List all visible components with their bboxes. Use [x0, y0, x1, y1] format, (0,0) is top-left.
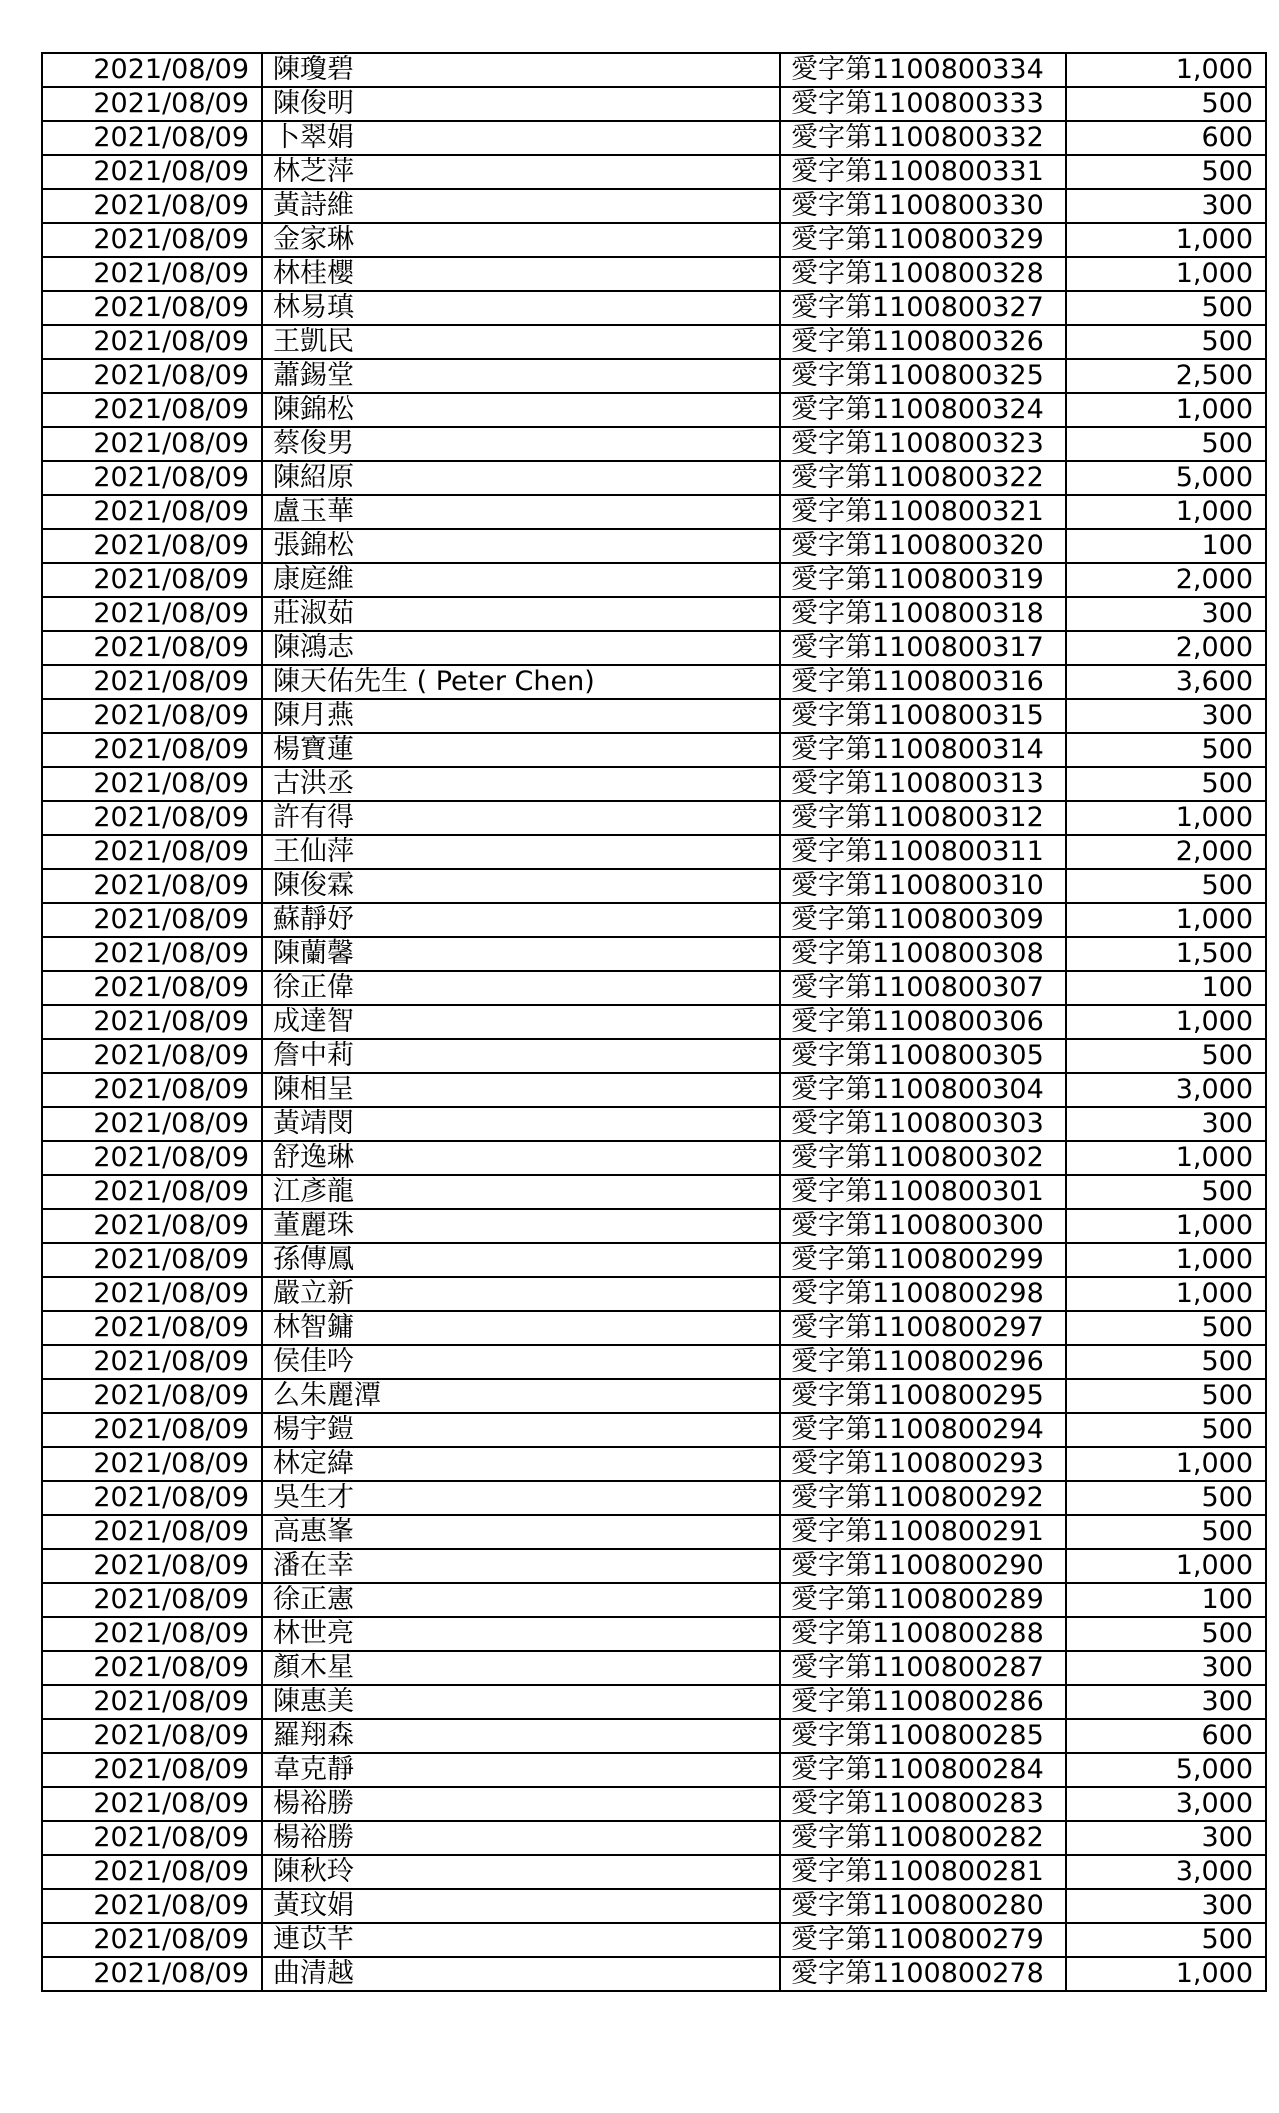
date-cell: 2021/08/09: [42, 767, 262, 801]
amount-cell: 1,000: [1066, 1209, 1266, 1243]
date-cell: 2021/08/09: [42, 631, 262, 665]
table-row: [42, 563, 1266, 597]
date-cell: 2021/08/09: [42, 563, 262, 597]
date-cell: 2021/08/09: [42, 1889, 262, 1923]
date-cell: 2021/08/09: [42, 53, 262, 87]
table-row: [42, 1447, 1266, 1481]
date-cell: 2021/08/09: [42, 1549, 262, 1583]
amount-cell: 500: [1066, 733, 1266, 767]
date-cell: 2021/08/09: [42, 155, 262, 189]
date-cell: 2021/08/09: [42, 1345, 262, 1379]
date-cell: 2021/08/09: [42, 1379, 262, 1413]
date-cell: 2021/08/09: [42, 87, 262, 121]
amount-cell: 300: [1066, 597, 1266, 631]
donor-name-cell: 成達智: [262, 1005, 780, 1039]
table-row: [42, 257, 1266, 291]
table-row: [42, 1175, 1266, 1209]
receipt-number-cell: 愛字第1100800318: [780, 597, 1066, 631]
donor-name-cell: 吳生才: [262, 1481, 780, 1515]
donor-name-cell: 陳紹原: [262, 461, 780, 495]
amount-cell: 1,000: [1066, 1141, 1266, 1175]
receipt-number-cell: 愛字第1100800317: [780, 631, 1066, 665]
table-row: [42, 359, 1266, 393]
donor-name-cell: 高惠峯: [262, 1515, 780, 1549]
table-row: [42, 461, 1266, 495]
amount-cell: 500: [1066, 1345, 1266, 1379]
date-cell: 2021/08/09: [42, 1277, 262, 1311]
donor-name-cell: 盧玉華: [262, 495, 780, 529]
date-cell: 2021/08/09: [42, 291, 262, 325]
table-row: [42, 1039, 1266, 1073]
amount-cell: 500: [1066, 1175, 1266, 1209]
table-row: [42, 189, 1266, 223]
donor-name-cell: 楊寶蓮: [262, 733, 780, 767]
date-cell: 2021/08/09: [42, 1005, 262, 1039]
table-row: [42, 699, 1266, 733]
donor-name-cell: 楊宇鎧: [262, 1413, 780, 1447]
donor-name-cell: 陳惠美: [262, 1685, 780, 1719]
amount-cell: 2,000: [1066, 631, 1266, 665]
amount-cell: 500: [1066, 1923, 1266, 1957]
receipt-number-cell: 愛字第1100800330: [780, 189, 1066, 223]
donor-name-cell: 韋克靜: [262, 1753, 780, 1787]
table-row: [42, 1685, 1266, 1719]
amount-cell: 1,000: [1066, 257, 1266, 291]
receipt-number-cell: 愛字第1100800304: [780, 1073, 1066, 1107]
donor-name-cell: 黃詩維: [262, 189, 780, 223]
date-cell: 2021/08/09: [42, 461, 262, 495]
table-row: [42, 291, 1266, 325]
donor-name-cell: 徐正憲: [262, 1583, 780, 1617]
donor-name-cell: 陳俊明: [262, 87, 780, 121]
receipt-number-cell: 愛字第1100800333: [780, 87, 1066, 121]
receipt-number-cell: 愛字第1100800281: [780, 1855, 1066, 1889]
date-cell: 2021/08/09: [42, 1107, 262, 1141]
table-row: [42, 1073, 1266, 1107]
donor-name-cell: 顏木星: [262, 1651, 780, 1685]
amount-cell: 1,500: [1066, 937, 1266, 971]
date-cell: 2021/08/09: [42, 1413, 262, 1447]
donor-name-cell: 董麗珠: [262, 1209, 780, 1243]
date-cell: 2021/08/09: [42, 733, 262, 767]
donor-name-cell: 黃玟娟: [262, 1889, 780, 1923]
amount-cell: 500: [1066, 427, 1266, 461]
donor-name-cell: 許有得: [262, 801, 780, 835]
date-cell: 2021/08/09: [42, 903, 262, 937]
donor-name-cell: 舒逸琳: [262, 1141, 780, 1175]
receipt-number-cell: 愛字第1100800286: [780, 1685, 1066, 1719]
donor-name-cell: 陳相呈: [262, 1073, 780, 1107]
donor-name-cell: 陳蘭馨: [262, 937, 780, 971]
amount-cell: 500: [1066, 767, 1266, 801]
receipt-number-cell: 愛字第1100800308: [780, 937, 1066, 971]
date-cell: 2021/08/09: [42, 971, 262, 1005]
donor-name-cell: 古洪丞: [262, 767, 780, 801]
amount-cell: 500: [1066, 869, 1266, 903]
receipt-number-cell: 愛字第1100800325: [780, 359, 1066, 393]
table-row: [42, 631, 1266, 665]
donor-name-cell: 陳瓊碧: [262, 53, 780, 87]
table-row: [42, 937, 1266, 971]
table-row: [42, 1583, 1266, 1617]
receipt-number-cell: 愛字第1100800282: [780, 1821, 1066, 1855]
date-cell: 2021/08/09: [42, 1243, 262, 1277]
receipt-number-cell: 愛字第1100800326: [780, 325, 1066, 359]
receipt-number-cell: 愛字第1100800322: [780, 461, 1066, 495]
table-row: [42, 495, 1266, 529]
receipt-number-cell: 愛字第1100800278: [780, 1957, 1066, 1991]
amount-cell: 500: [1066, 1481, 1266, 1515]
date-cell: 2021/08/09: [42, 121, 262, 155]
amount-cell: 1,000: [1066, 393, 1266, 427]
donor-name-cell: 么朱麗潭: [262, 1379, 780, 1413]
date-cell: 2021/08/09: [42, 1447, 262, 1481]
amount-cell: 100: [1066, 971, 1266, 1005]
amount-cell: 5,000: [1066, 461, 1266, 495]
amount-cell: 2,000: [1066, 563, 1266, 597]
table-row: [42, 223, 1266, 257]
date-cell: 2021/08/09: [42, 1923, 262, 1957]
receipt-number-cell: 愛字第1100800315: [780, 699, 1066, 733]
donor-name-cell: 嚴立新: [262, 1277, 780, 1311]
table-row: [42, 1719, 1266, 1753]
date-cell: 2021/08/09: [42, 869, 262, 903]
date-cell: 2021/08/09: [42, 1039, 262, 1073]
date-cell: 2021/08/09: [42, 1719, 262, 1753]
table-row: [42, 1209, 1266, 1243]
date-cell: 2021/08/09: [42, 257, 262, 291]
date-cell: 2021/08/09: [42, 1073, 262, 1107]
amount-cell: 1,000: [1066, 1447, 1266, 1481]
receipt-number-cell: 愛字第1100800298: [780, 1277, 1066, 1311]
table-row: [42, 1957, 1266, 1991]
table-row: [42, 1651, 1266, 1685]
date-cell: 2021/08/09: [42, 1141, 262, 1175]
table-row: [42, 1855, 1266, 1889]
receipt-number-cell: 愛字第1100800280: [780, 1889, 1066, 1923]
table-row: [42, 1243, 1266, 1277]
date-cell: 2021/08/09: [42, 1787, 262, 1821]
receipt-number-cell: 愛字第1100800295: [780, 1379, 1066, 1413]
amount-cell: 300: [1066, 1107, 1266, 1141]
amount-cell: 100: [1066, 1583, 1266, 1617]
table-row: [42, 1107, 1266, 1141]
table-row: [42, 869, 1266, 903]
amount-cell: 1,000: [1066, 495, 1266, 529]
receipt-number-cell: 愛字第1100800306: [780, 1005, 1066, 1039]
donor-name-cell: 孫傳鳳: [262, 1243, 780, 1277]
amount-cell: 1,000: [1066, 1277, 1266, 1311]
table-row: [42, 1345, 1266, 1379]
amount-cell: 600: [1066, 121, 1266, 155]
receipt-number-cell: 愛字第1100800299: [780, 1243, 1066, 1277]
table-row: [42, 801, 1266, 835]
receipt-number-cell: 愛字第1100800309: [780, 903, 1066, 937]
date-cell: 2021/08/09: [42, 665, 262, 699]
date-cell: 2021/08/09: [42, 1685, 262, 1719]
date-cell: 2021/08/09: [42, 1753, 262, 1787]
table-row: [42, 155, 1266, 189]
amount-cell: 500: [1066, 1379, 1266, 1413]
donor-name-cell: 林定緯: [262, 1447, 780, 1481]
donor-name-cell: 楊裕勝: [262, 1821, 780, 1855]
donor-name-cell: 莊淑茹: [262, 597, 780, 631]
donor-name-cell: 陳俊霖: [262, 869, 780, 903]
table-row: [42, 1481, 1266, 1515]
receipt-number-cell: 愛字第1100800302: [780, 1141, 1066, 1175]
receipt-number-cell: 愛字第1100800305: [780, 1039, 1066, 1073]
amount-cell: 300: [1066, 1821, 1266, 1855]
donor-name-cell: 羅翔森: [262, 1719, 780, 1753]
receipt-number-cell: 愛字第1100800287: [780, 1651, 1066, 1685]
table-row: [42, 1889, 1266, 1923]
date-cell: 2021/08/09: [42, 1957, 262, 1991]
donor-name-cell: 陳錦松: [262, 393, 780, 427]
donor-name-cell: 曲清越: [262, 1957, 780, 1991]
receipt-number-cell: 愛字第1100800323: [780, 427, 1066, 461]
receipt-number-cell: 愛字第1100800332: [780, 121, 1066, 155]
receipt-number-cell: 愛字第1100800307: [780, 971, 1066, 1005]
donor-name-cell: 侯佳吟: [262, 1345, 780, 1379]
donor-name-cell: 卜翠娟: [262, 121, 780, 155]
receipt-number-cell: 愛字第1100800285: [780, 1719, 1066, 1753]
date-cell: 2021/08/09: [42, 1821, 262, 1855]
donor-name-cell: 王仙萍: [262, 835, 780, 869]
donor-name-cell: 陳月燕: [262, 699, 780, 733]
donor-name-cell: 蕭錫堂: [262, 359, 780, 393]
date-cell: 2021/08/09: [42, 835, 262, 869]
donor-name-cell: 林桂櫻: [262, 257, 780, 291]
amount-cell: 500: [1066, 291, 1266, 325]
amount-cell: 2,500: [1066, 359, 1266, 393]
amount-cell: 1,000: [1066, 53, 1266, 87]
donor-name-cell: 詹中莉: [262, 1039, 780, 1073]
amount-cell: 3,000: [1066, 1855, 1266, 1889]
receipt-number-cell: 愛字第1100800313: [780, 767, 1066, 801]
date-cell: 2021/08/09: [42, 597, 262, 631]
donor-name-cell: 江彥龍: [262, 1175, 780, 1209]
receipt-number-cell: 愛字第1100800301: [780, 1175, 1066, 1209]
donor-name-cell: 潘在幸: [262, 1549, 780, 1583]
donation-ledger-table: [41, 52, 1267, 1992]
donor-name-cell: 王凱民: [262, 325, 780, 359]
donor-name-cell: 徐正偉: [262, 971, 780, 1005]
date-cell: 2021/08/09: [42, 1515, 262, 1549]
table-row: [42, 121, 1266, 155]
donor-name-cell: 陳鴻志: [262, 631, 780, 665]
amount-cell: 500: [1066, 1311, 1266, 1345]
donor-name-cell: 張錦松: [262, 529, 780, 563]
receipt-number-cell: 愛字第1100800310: [780, 869, 1066, 903]
amount-cell: 1,000: [1066, 1549, 1266, 1583]
receipt-number-cell: 愛字第1100800327: [780, 291, 1066, 325]
amount-cell: 300: [1066, 1685, 1266, 1719]
table-row: [42, 971, 1266, 1005]
table-row: [42, 835, 1266, 869]
table-row: [42, 87, 1266, 121]
receipt-number-cell: 愛字第1100800303: [780, 1107, 1066, 1141]
receipt-number-cell: 愛字第1100800312: [780, 801, 1066, 835]
donor-name-cell: 連苡芊: [262, 1923, 780, 1957]
amount-cell: 1,000: [1066, 223, 1266, 257]
receipt-number-cell: 愛字第1100800321: [780, 495, 1066, 529]
receipt-number-cell: 愛字第1100800294: [780, 1413, 1066, 1447]
amount-cell: 500: [1066, 1413, 1266, 1447]
amount-cell: 2,000: [1066, 835, 1266, 869]
receipt-number-cell: 愛字第1100800283: [780, 1787, 1066, 1821]
receipt-number-cell: 愛字第1100800320: [780, 529, 1066, 563]
table-row: [42, 1617, 1266, 1651]
amount-cell: 500: [1066, 1039, 1266, 1073]
receipt-number-cell: 愛字第1100800284: [780, 1753, 1066, 1787]
table-row: [42, 1005, 1266, 1039]
amount-cell: 500: [1066, 1617, 1266, 1651]
date-cell: 2021/08/09: [42, 1209, 262, 1243]
table-row: [42, 597, 1266, 631]
donor-name-cell: 林易瑱: [262, 291, 780, 325]
donor-name-cell: 陳天佑先生 ( Peter Chen): [262, 665, 780, 699]
amount-cell: 1,000: [1066, 1957, 1266, 1991]
table-row: [42, 903, 1266, 937]
receipt-number-cell: 愛字第1100800300: [780, 1209, 1066, 1243]
date-cell: 2021/08/09: [42, 189, 262, 223]
date-cell: 2021/08/09: [42, 1175, 262, 1209]
date-cell: 2021/08/09: [42, 1481, 262, 1515]
receipt-number-cell: 愛字第1100800319: [780, 563, 1066, 597]
donor-name-cell: 康庭維: [262, 563, 780, 597]
amount-cell: 100: [1066, 529, 1266, 563]
amount-cell: 500: [1066, 325, 1266, 359]
receipt-number-cell: 愛字第1100800291: [780, 1515, 1066, 1549]
date-cell: 2021/08/09: [42, 1311, 262, 1345]
donor-name-cell: 蔡俊男: [262, 427, 780, 461]
date-cell: 2021/08/09: [42, 223, 262, 257]
amount-cell: 1,000: [1066, 801, 1266, 835]
amount-cell: 500: [1066, 155, 1266, 189]
donor-name-cell: 林智鏞: [262, 1311, 780, 1345]
table-row: [42, 1821, 1266, 1855]
amount-cell: 500: [1066, 1515, 1266, 1549]
table-row: [42, 733, 1266, 767]
date-cell: 2021/08/09: [42, 529, 262, 563]
table-row: [42, 1515, 1266, 1549]
table-row: [42, 1787, 1266, 1821]
table-row: [42, 393, 1266, 427]
receipt-number-cell: 愛字第1100800314: [780, 733, 1066, 767]
amount-cell: 300: [1066, 1651, 1266, 1685]
amount-cell: 300: [1066, 189, 1266, 223]
amount-cell: 300: [1066, 699, 1266, 733]
receipt-number-cell: 愛字第1100800293: [780, 1447, 1066, 1481]
date-cell: 2021/08/09: [42, 359, 262, 393]
amount-cell: 3,000: [1066, 1787, 1266, 1821]
table-row: [42, 1413, 1266, 1447]
date-cell: 2021/08/09: [42, 427, 262, 461]
receipt-number-cell: 愛字第1100800316: [780, 665, 1066, 699]
donor-name-cell: 林芝萍: [262, 155, 780, 189]
amount-cell: 1,000: [1066, 1005, 1266, 1039]
receipt-number-cell: 愛字第1100800311: [780, 835, 1066, 869]
table-row: [42, 53, 1266, 87]
date-cell: 2021/08/09: [42, 325, 262, 359]
table-row: [42, 1141, 1266, 1175]
amount-cell: 300: [1066, 1889, 1266, 1923]
receipt-number-cell: 愛字第1100800328: [780, 257, 1066, 291]
donor-name-cell: 蘇靜妤: [262, 903, 780, 937]
receipt-number-cell: 愛字第1100800331: [780, 155, 1066, 189]
amount-cell: 5,000: [1066, 1753, 1266, 1787]
date-cell: 2021/08/09: [42, 1583, 262, 1617]
donor-name-cell: 楊裕勝: [262, 1787, 780, 1821]
ledger-body: [42, 53, 1266, 1991]
table-row: [42, 1311, 1266, 1345]
date-cell: 2021/08/09: [42, 801, 262, 835]
date-cell: 2021/08/09: [42, 1617, 262, 1651]
receipt-number-cell: 愛字第1100800324: [780, 393, 1066, 427]
table-row: [42, 1753, 1266, 1787]
date-cell: 2021/08/09: [42, 1855, 262, 1889]
amount-cell: 3,600: [1066, 665, 1266, 699]
table-row: [42, 1379, 1266, 1413]
receipt-number-cell: 愛字第1100800288: [780, 1617, 1066, 1651]
amount-cell: 500: [1066, 87, 1266, 121]
date-cell: 2021/08/09: [42, 937, 262, 971]
date-cell: 2021/08/09: [42, 495, 262, 529]
date-cell: 2021/08/09: [42, 1651, 262, 1685]
date-cell: 2021/08/09: [42, 699, 262, 733]
table-row: [42, 665, 1266, 699]
table-row: [42, 1923, 1266, 1957]
receipt-number-cell: 愛字第1100800297: [780, 1311, 1066, 1345]
table-row: [42, 1277, 1266, 1311]
donor-name-cell: 陳秋玲: [262, 1855, 780, 1889]
amount-cell: 3,000: [1066, 1073, 1266, 1107]
donor-name-cell: 林世亮: [262, 1617, 780, 1651]
table-row: [42, 1549, 1266, 1583]
receipt-number-cell: 愛字第1100800279: [780, 1923, 1066, 1957]
amount-cell: 600: [1066, 1719, 1266, 1753]
date-cell: 2021/08/09: [42, 393, 262, 427]
table-row: [42, 325, 1266, 359]
receipt-number-cell: 愛字第1100800329: [780, 223, 1066, 257]
receipt-number-cell: 愛字第1100800292: [780, 1481, 1066, 1515]
table-row: [42, 529, 1266, 563]
amount-cell: 1,000: [1066, 903, 1266, 937]
receipt-number-cell: 愛字第1100800334: [780, 53, 1066, 87]
table-row: [42, 427, 1266, 461]
amount-cell: 1,000: [1066, 1243, 1266, 1277]
table-row: [42, 767, 1266, 801]
receipt-number-cell: 愛字第1100800296: [780, 1345, 1066, 1379]
receipt-number-cell: 愛字第1100800290: [780, 1549, 1066, 1583]
receipt-number-cell: 愛字第1100800289: [780, 1583, 1066, 1617]
donor-name-cell: 金家琳: [262, 223, 780, 257]
donor-name-cell: 黃靖閔: [262, 1107, 780, 1141]
